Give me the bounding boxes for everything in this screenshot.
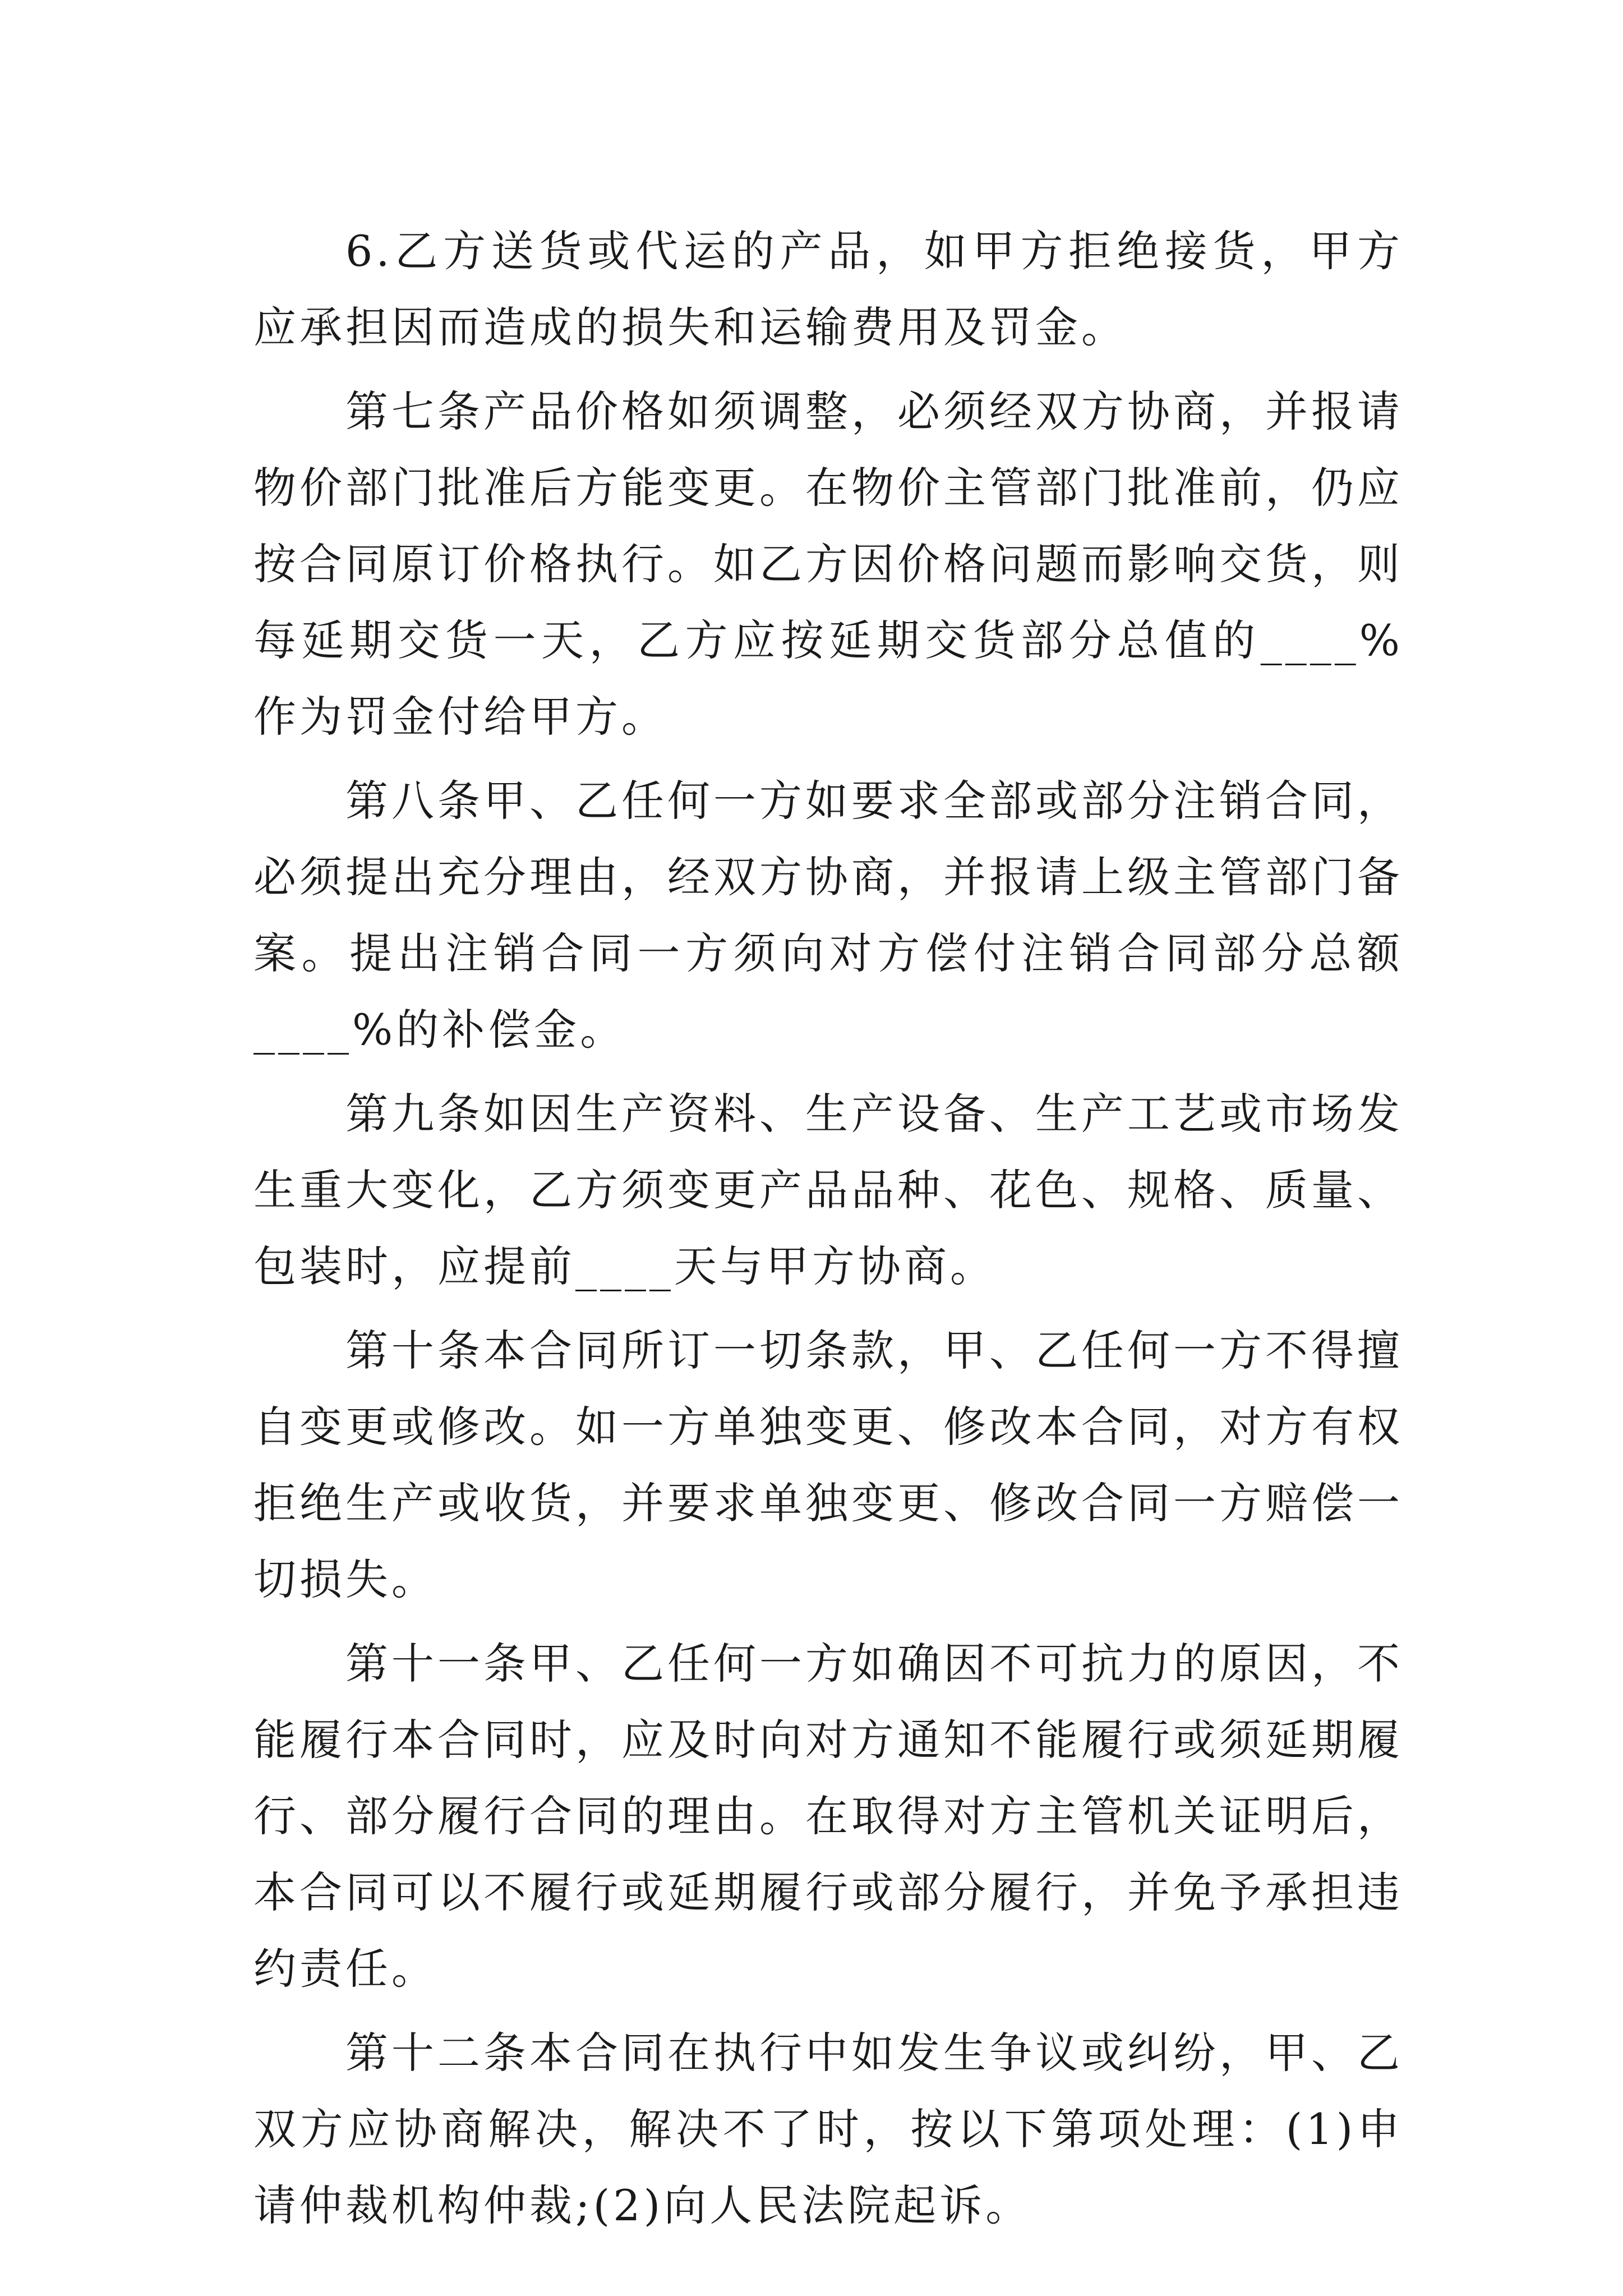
document-body [253, 213, 1403, 2252]
paragraph-article-7-price-adjustment: 第七条产品价格如须调整，必须经双方协商，并报请物价部门批准后方能变更。在物价主管部门批准前，仍应按合同原订价格执行。如乙方因价格问题而影响交货，则每延期交货一天，乙方应按延期交货部分总值的____%作为罚金付给甲方。 [253, 386, 1403, 742]
paragraph-article-8-cancellation: 第八条甲、乙任何一方如要求全部或部分注销合同，必须提出充分理由，经双方协商，并报请上级主管部门备案。提出注销合同一方须向对方偿付注销合同部分总额____%的补偿金。 [253, 776, 1403, 1055]
paragraph-article-9-product-change: 第九条如因生产资料、生产设备、生产工艺或市场发生重大变化，乙方须变更产品品种、花色、规格、质量、包装时，应提前____天与甲方协商。 [253, 1089, 1403, 1291]
paragraph-article-11-force-majeure: 第十一条甲、乙任何一方如确因不可抗力的原因，不能履行本合同时，应及时向对方通知不能履行或须延期履行、部分履行合同的理由。在取得对方主管机关证明后，本合同可以不履行或延期履行或部分履行，并免予承担违约责任。 [253, 1639, 1403, 1994]
paragraph-article-10-modification: 第十条本合同所订一切条款，甲、乙任何一方不得擅自变更或修改。如一方单独变更、修改本合同，对方有权拒绝生产或收货，并要求单独变更、修改合同一方赔偿一切损失。 [253, 1326, 1403, 1604]
paragraph-clause-6-delivery: 6.乙方送货或代运的产品，如甲方拒绝接货，甲方应承担因而造成的损失和运输费用及罚金。 [253, 226, 1403, 352]
paragraph-article-12-disputes: 第十二条本合同在执行中如发生争议或纠纷，甲、乙双方应协商解决，解决不了时，按以下第项处理：(1)申请仲裁机构仲裁;(2)向人民法院起诉。 [253, 2028, 1403, 2230]
